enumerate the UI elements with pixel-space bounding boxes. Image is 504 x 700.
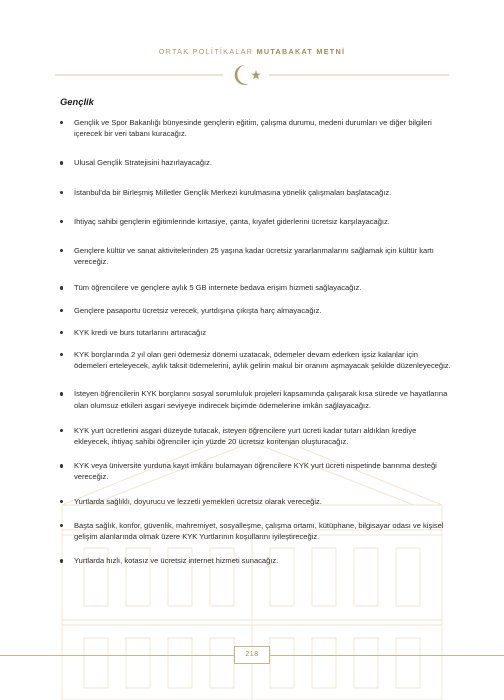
bullet-icon — [60, 161, 63, 164]
bullet-icon — [60, 353, 63, 356]
list-item: Gençlik ve Spor Bakanlığı bünyesinde gençlerin eğitim, çalışma durumu, medeni durumları ve diğer bilgileri içerecek bir veri tabanı kuracağız. — [58, 117, 453, 139]
page-number: 218 — [234, 646, 270, 664]
list-item: Yurtlarda hızlı, kotasız ve ücretsiz internet hizmeti sunacağız. — [58, 555, 453, 566]
bullet-icon — [60, 191, 63, 194]
list-item: Başta sağlık, konfor, güvenlik, mahremiyet, sosyalleşme, çalışma ortamı, kütüphane, bilgisayar odası ve kişisel gelişim alanlarında olmak üzere KYK Yurtlarının koşullarını iyileştireceğiz. — [58, 520, 453, 542]
bullet-icon — [60, 249, 63, 252]
bullet-icon — [60, 464, 63, 467]
list-item: KYK veya üniversite yurduna kayıt imkânı bulamayan öğrencilere KYK yurt ücreti nispetinde barınma desteği vereceğiz. — [58, 460, 453, 482]
list-item: KYK borçlarında 2 yıl olan geri ödemesiz dönemi uzatacak, ödemeler devam ederken işsiz kalanlar için ödemeleri erteleyecek, aylık taksit ödemelerini, aylık gelirin makul bir oranını aşmayacak şekilde düzenleyeceğiz. — [58, 349, 453, 371]
section-title: Gençlik — [60, 96, 94, 107]
bullet-icon — [60, 559, 63, 562]
crescent-star-ornament — [55, 60, 449, 90]
list-item: İsteyen öğrencilerin KYK borçlarını sosyal sorumluluk projeleri kapsamında çalışarak kısa sürede ve hayatlarına olan olumsuz etkileri asgari seviyeye indirecek biçimde ödemelerine imkân sağlayacağız. — [58, 388, 453, 410]
list-item: Yurtlarda sağlıklı, doyurucu ve lezzetli yemekleri ücretsiz olarak vereceğiz. — [58, 496, 453, 507]
crescent-icon — [235, 65, 249, 85]
bullet-icon — [60, 286, 63, 289]
list-item: KYK yurt ücretlerini asgari düzeyde tutacak, isteyen öğrencilere yurt ücreti kadar tutarı aldıkları krediye ekleyecek, ihtiyaç sahibi öğrenciler için yüzde 20 ücretsiz kontenjan oluşturacağız. — [58, 425, 453, 447]
bullet-icon — [60, 524, 63, 527]
header-title-light: ORTAK POLİTİKALAR — [158, 47, 254, 56]
bullet-icon — [60, 220, 63, 223]
list-item: Ulusal Gençlik Stratejisini hazırlayacağız. — [58, 157, 453, 168]
bullet-icon — [60, 500, 63, 503]
star-icon — [251, 70, 261, 79]
list-item: İstanbul'da bir Birleşmiş Milletler Gençlik Merkezi kurulmasına yönelik çalışmaları başlatacağız. — [58, 187, 453, 198]
list-item: Gençlere pasaportu ücretsiz verecek, yurtdışına çıkışta harç almayacağız. — [58, 305, 453, 316]
list-item: İhtiyaç sahibi gençlerin eğitimlerinde kırtasiye, çanta, kıyafet giderlerini ücretsiz karşılayacağız. — [58, 216, 453, 227]
page-header-title — [0, 47, 504, 56]
header-title-bold: MUTABAKAT METNİ — [256, 47, 346, 56]
list-item: Tüm öğrencilere ve gençlere aylık 5 GB internete bedava erişim hizmeti sağlayacağız. — [58, 282, 453, 293]
bullet-icon — [60, 309, 63, 312]
bullet-icon — [60, 121, 63, 124]
youth-policy-list — [58, 117, 453, 566]
list-item: Gençlere kültür ve sanat aktivitelerinden 25 yaşına kadar ücretsiz yararlanmalarını sağlamak için kültür kartı vereceğiz. — [58, 245, 453, 267]
bullet-icon — [60, 331, 63, 334]
footer-line-right — [270, 655, 504, 656]
bullet-icon — [60, 392, 63, 395]
bullet-icon — [60, 429, 63, 432]
footer-line-left — [0, 655, 234, 656]
list-item: KYK kredi ve burs tutarlarını artıracağız — [58, 327, 453, 338]
